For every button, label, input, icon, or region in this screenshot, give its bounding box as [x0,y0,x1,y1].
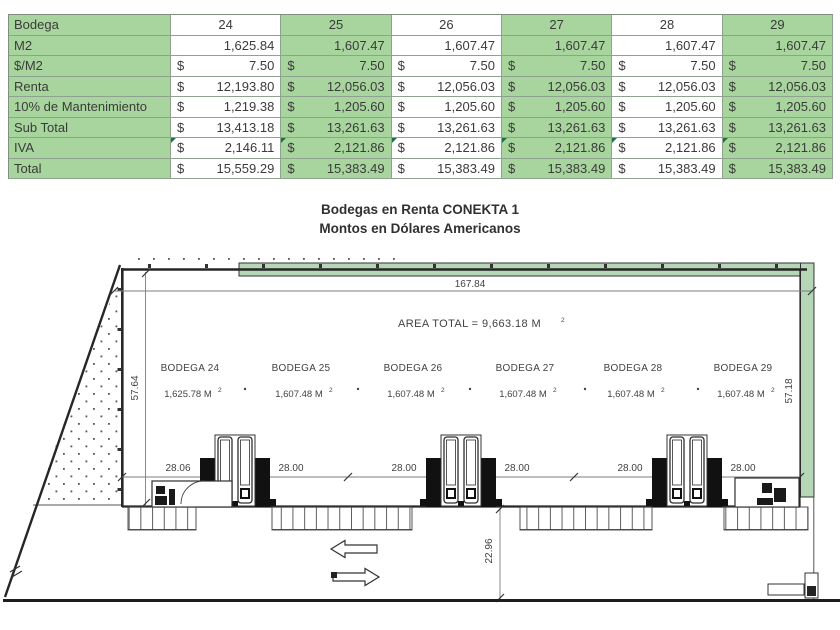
dim-right-depth: 57.18 [784,378,795,404]
table-cell: 1,607.47 [502,36,612,57]
col-header-26: 26 [392,15,502,36]
gate-structures [331,572,818,598]
table-cell: $ 2,121.86 [612,138,722,159]
table-cell: $ 2,121.86 [502,138,612,159]
bodega-28-area: 1,607.48 M [607,389,655,400]
arrow-left-icon [331,541,377,558]
table-cell: $ 7.50 [502,56,612,77]
table-cell: 1,607.47 [392,36,502,57]
area-total-sup: 2 [561,317,565,324]
table-cell: 1,607.47 [723,36,833,57]
table-cell: $ 15,383.49 [723,159,833,180]
svg-text:2: 2 [771,387,775,394]
table-cell: $ 13,261.63 [281,118,391,139]
table-cell: $ 12,056.03 [392,77,502,98]
dim-total-length: 167.84 [454,279,486,290]
svg-text:28.06: 28.06 [165,463,191,474]
office-left [152,481,232,507]
document-title [0,200,840,238]
bodega-25-area: 1,607.48 M [275,389,323,400]
table-cell: $ 7.50 [171,56,281,77]
table-cell: $ 7.50 [392,56,502,77]
svg-text:28.00: 28.00 [730,463,756,474]
rent-table [8,14,833,179]
col-header-28: 28 [612,15,722,36]
dim-left-depth: 57.64 [130,375,141,401]
title-line-1: Bodegas en Renta CONEKTA 1 [320,202,520,217]
bodega-labels [161,363,775,400]
table-cell: 1,607.47 [281,36,391,57]
table-cell: $ 12,056.03 [723,77,833,98]
table-cell: $ 15,383.49 [281,159,391,180]
table-cell: $ 13,261.63 [723,118,833,139]
bodega-27-area: 1,607.48 M [499,389,547,400]
table-cell: $ 1,219.38 [171,97,281,118]
bodega-24-name: BODEGA 24 [160,363,220,374]
table-cell: $ 13,261.63 [612,118,722,139]
bodega-26-name: BODEGA 26 [383,363,443,374]
bodega-29-area: 1,607.48 M [717,389,765,400]
table-cell: 1,607.47 [612,36,722,57]
arrow-right-icon [333,569,379,586]
table-cell: $ 15,559.29 [171,159,281,180]
row-label-m2: M2 [9,36,171,57]
row-label-total: Total [9,159,171,180]
table-cell: $ 12,056.03 [281,77,391,98]
table-cell: $ 13,261.63 [392,118,502,139]
col-header-27: 27 [502,15,612,36]
traffic-arrows [331,541,379,586]
bodega-25-name: BODEGA 25 [271,363,331,374]
table-cell: $ 12,056.03 [502,77,612,98]
col-header-29: 29 [723,15,833,36]
svg-text:2: 2 [661,387,665,394]
dock-3 [646,435,728,507]
table-cell: 1,625.84 [171,36,281,57]
bodega-24-area: 1,625.78 M [164,389,212,400]
table-cell: $ 12,193.80 [171,77,281,98]
table-cell: $ 15,383.49 [502,159,612,180]
table-cell: $ 2,121.86 [281,138,391,159]
svg-text:28.00: 28.00 [391,463,417,474]
table-cell: $ 13,261.63 [502,118,612,139]
area-total-label: AREA TOTAL = 9,663.18 M [398,318,542,330]
table-cell: $ 2,146.11 [171,138,281,159]
table-cell: $ 15,383.49 [392,159,502,180]
bodega-28-name: BODEGA 28 [603,363,663,374]
title-line-2: Montos en Dólares Americanos [319,221,521,236]
svg-text:28.00: 28.00 [278,463,304,474]
table-cell: $ 1,205.60 [612,97,722,118]
col-header-24: 24 [171,15,281,36]
dim-apron: 22.96 [484,538,495,564]
table-cell: $ 1,205.60 [392,97,502,118]
col-header-25: 25 [281,15,391,36]
svg-text:2: 2 [553,387,557,394]
plan-lines [5,254,816,602]
row-label-mantenimiento: 10% de Mantenimiento [9,97,171,118]
row-label-renta: Renta [9,77,171,98]
table-header-bodega: Bodega [9,15,171,36]
table-cell: $ 12,056.03 [612,77,722,98]
svg-text:28.00: 28.00 [504,463,530,474]
table-cell: $ 1,205.60 [723,97,833,118]
bodega-26-area: 1,607.48 M [387,389,435,400]
row-label-price-m2: $/M2 [9,56,171,77]
table-cell: $ 1,205.60 [281,97,391,118]
svg-text:2: 2 [329,387,333,394]
table-cell: $ 2,121.86 [392,138,502,159]
table-cell: $ 2,121.86 [723,138,833,159]
row-label-iva: IVA [9,138,171,159]
parking-stalls [128,507,808,530]
table-cell: $ 7.50 [612,56,722,77]
dock-2 [420,435,502,507]
bodega-29-name: BODEGA 29 [713,363,773,374]
office-right [735,478,799,507]
bodega-27-name: BODEGA 27 [495,363,555,374]
right-green-strip [801,263,815,497]
svg-text:2: 2 [441,387,445,394]
table-cell: $ 1,205.60 [502,97,612,118]
table-cell: $ 7.50 [281,56,391,77]
row-label-subtotal: Sub Total [9,118,171,139]
table-cell: $ 7.50 [723,56,833,77]
svg-text:28.00: 28.00 [617,463,643,474]
table-cell: $ 13,413.18 [171,118,281,139]
table-cell: $ 15,383.49 [612,159,722,180]
svg-text:2: 2 [218,387,222,394]
